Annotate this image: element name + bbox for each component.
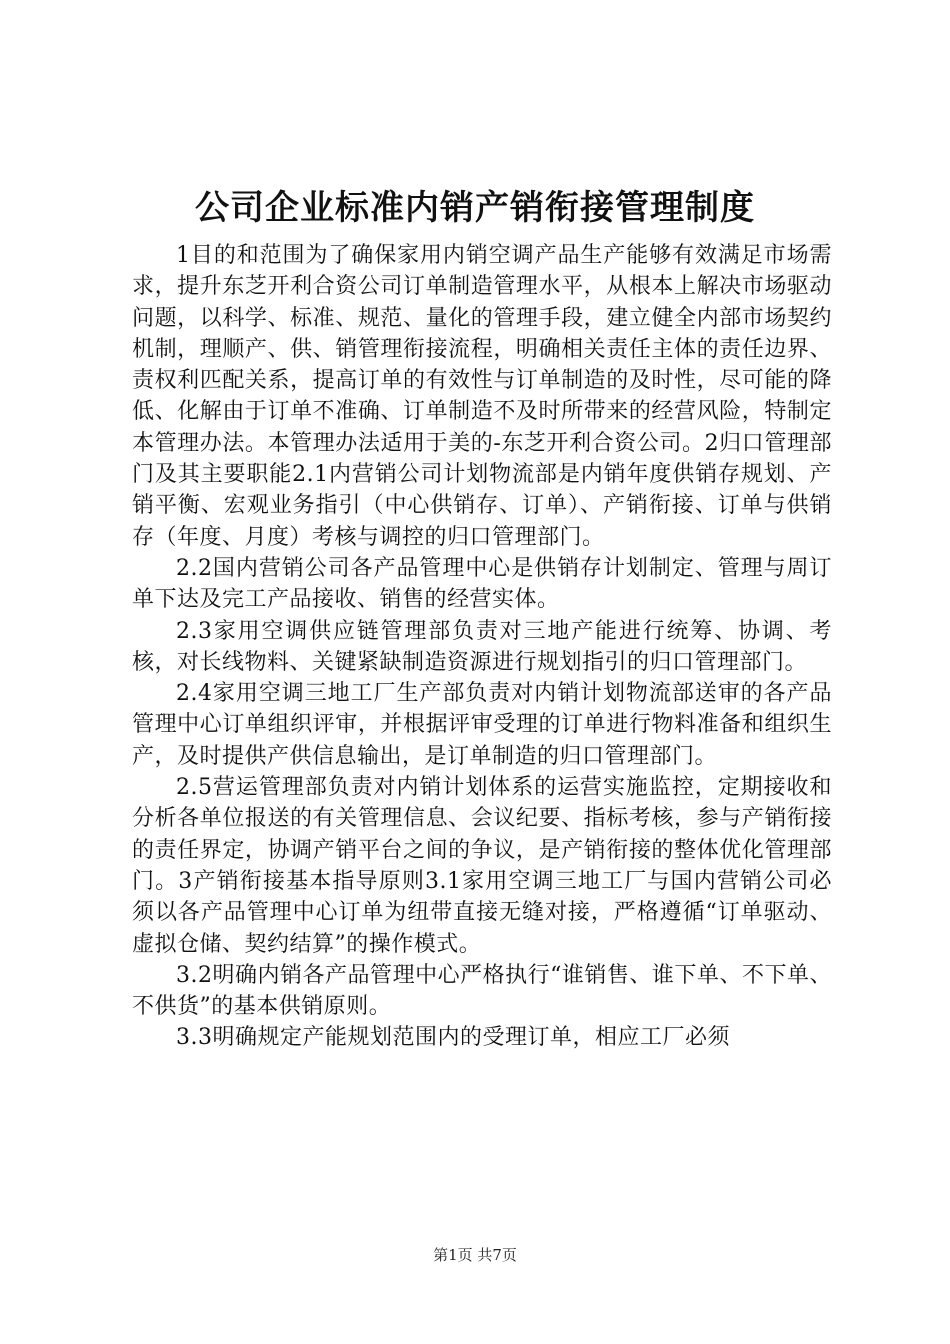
document-title: 公司企业标准内销产销衔接管理制度 [195, 188, 755, 228]
paragraph-2: 2.2国内营销公司各产品管理中心是供销存计划制定、管理与周订单下达及完工产品接收、销售的经营实体。 [132, 555, 832, 613]
paragraph-5: 2.5营运管理部负责对内销计划体系的运营实施监控，定期接收和分析各单位报送的有关管理信息、会议纪要、指标考核，参与产销衔接的责任界定，协调产销平台之间的争议，是产销衔接的整体优化管理部门。3产销衔接基本指导原则3.1家用空调三地工厂与国内营销公司必须以各产品管理中心订单为纽带直接无缝对接，严格遵循“订单驱动、虚拟仓储、契约结算”的操作模式。 [132, 775, 832, 957]
document-body [132, 240, 832, 1054]
paragraph-1: 1目的和范围为了确保家用内销空调产品生产能够有效满足市场需求，提升东芝开利合资公司订单制造管理水平，从根本上解决市场驱动问题，以科学、标准、规范、量化的管理手段，建立健全内部市场契约机制，理顺产、供、销管理衔接流程，明确相关责任主体的责任边界、责权利匹配关系，提高订单的有效性与订单制造的及时性，尽可能的降低、化解由于订单不准确、订单制造不及时所带来的经营风险，特制定本管理办法。本管理办法适用于美的-东芝开利合资公司。2归口管理部门及其主要职能2.1内营销公司计划物流部是内销年度供销存规划、产销平衡、宏观业务指引（中心供销存、订单）、产销衔接、订单与供销存（年度、月度）考核与调控的归口管理部门。 [132, 243, 832, 550]
paragraph-7: 3.3明确规定产能规划范围内的受理订单，相应工厂必须 [176, 1025, 730, 1051]
paragraph-3: 2.3家用空调供应链管理部负责对三地产能进行统筹、协调、考核，对长线物料、关键紧缺制造资源进行规划指引的归口管理部门。 [132, 618, 832, 675]
page-footer: 第1页 共7页 [433, 1246, 517, 1264]
paragraph-6: 3.2明确内销各产品管理中心严格执行“谁销售、谁下单、不下单、不供货”的基本供销原则。 [132, 962, 832, 1020]
paragraph-4: 2.4家用空调三地工厂生产部负责对内销计划物流部送审的各产品管理中心订单组织评审，并根据评审受理的订单进行物料准备和组织生产，及时提供产供信息输出，是订单制造的归口管理部门。 [132, 681, 832, 769]
